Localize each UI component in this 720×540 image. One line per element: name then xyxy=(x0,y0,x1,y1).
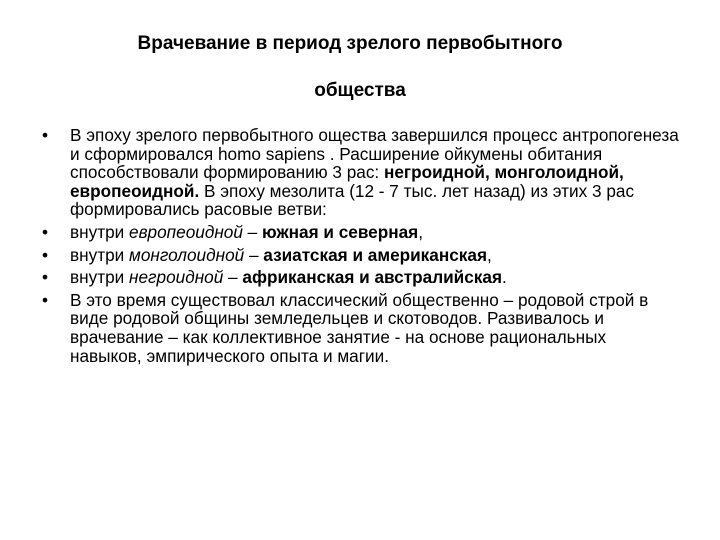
bullet-dot: • xyxy=(42,267,49,288)
bullet-text: В это время существовал классический общественно – родовой строй в виде родовой общины земледельцев и скотоводов. Развивалось и врачевание – как коллективное занятие - на основе рациональных навыков, эмпирического опыта и магии. xyxy=(70,289,649,366)
bullet-italic-text: негроидной xyxy=(129,267,224,288)
bullet-text: – xyxy=(223,267,243,288)
bullet-item-4 xyxy=(42,268,682,287)
bullet-bold-text: южная и северная xyxy=(262,221,419,242)
bullet-bold-text: азиатская и американская xyxy=(263,244,487,265)
bullet-text: , xyxy=(418,221,423,242)
bullet-item-5 xyxy=(42,291,682,365)
bullet-item-1 xyxy=(42,126,682,219)
bullet-text: В эпоху мезолита (12 - 7 тыс. лет назад) из этих 3 рас формировались расовые ветви: xyxy=(70,180,635,220)
bullet-dot: • xyxy=(42,289,49,310)
slide-title-line2: общества xyxy=(314,80,406,101)
bullet-text: , xyxy=(486,244,492,265)
bullet-text: . xyxy=(502,267,507,288)
bullet-text: внутри xyxy=(70,221,130,242)
bullet-item-2 xyxy=(42,223,682,242)
bullet-italic-text: монголоидной xyxy=(129,244,245,265)
bullet-list xyxy=(42,126,682,369)
bullet-italic-text: европеоидной xyxy=(129,221,243,242)
bullet-bold-text: африканская и австралийская xyxy=(242,267,502,288)
bullet-text: внутри xyxy=(70,244,130,265)
slide-title-line1: Врачевание в период зрелого первобытного xyxy=(137,33,563,54)
bullet-text: внутри xyxy=(70,267,130,288)
bullet-text: – xyxy=(244,244,264,265)
bullet-bold-text: негроидной, монголоидной, европеоидной. xyxy=(70,162,624,201)
bullet-dot: • xyxy=(42,244,49,265)
bullet-dot: • xyxy=(42,221,49,242)
bullet-item-3 xyxy=(42,246,682,265)
bullet-dot: • xyxy=(42,125,49,145)
bullet-text: В эпоху зрелого первобытного ощества завершился процесс антропогенеза и сформировался homo sapiens . Расширение ойкумены обитания способствовали формированию 3 рас: xyxy=(70,125,679,183)
bullet-text: – xyxy=(242,221,262,242)
